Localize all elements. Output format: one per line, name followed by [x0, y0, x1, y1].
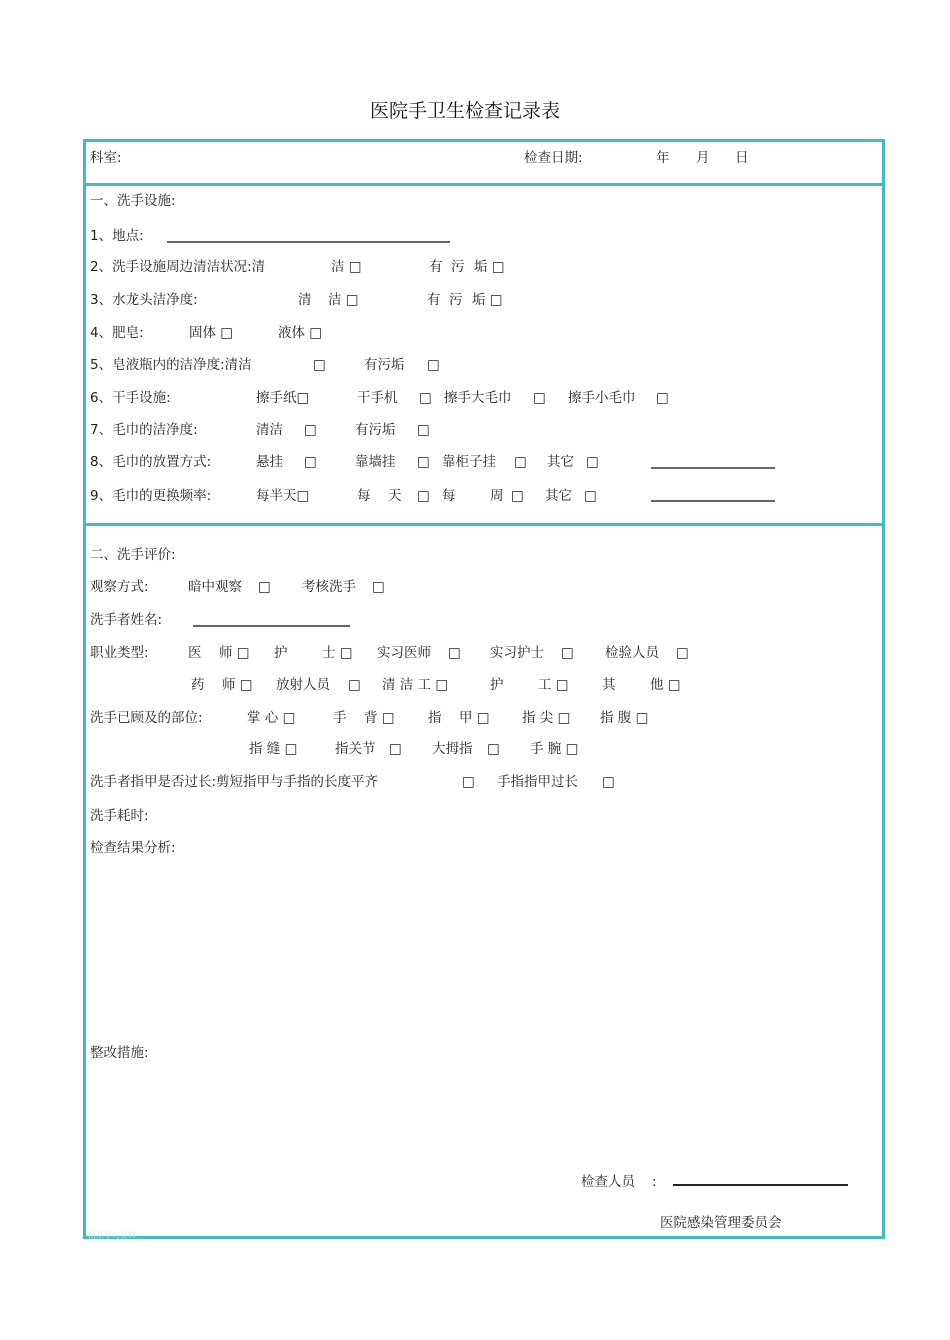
dispenser-dirty-checkbox[interactable]: □ [427, 357, 440, 373]
cabinet-hang-checkbox[interactable]: □ [514, 454, 527, 470]
soap-solid-option[interactable]: 固体 □ [189, 325, 234, 341]
pharmacist-text: 药 [191, 677, 205, 693]
month-label: 月 [696, 150, 710, 166]
year-label: 年 [656, 150, 670, 166]
finger-pad-option[interactable]: 指 腹 □ [600, 710, 649, 726]
cabinet-hang-text: 靠柜子挂 [442, 454, 496, 470]
small-towel-text: 擦手小毛巾 [568, 390, 636, 406]
day-label: 日 [735, 150, 749, 166]
hand-dryer-checkbox[interactable]: □ [419, 390, 432, 406]
back-of-hand-text: 手 [333, 710, 347, 726]
cleaner-option[interactable]: 清 洁 工 □ [382, 677, 449, 693]
covert-observation-checkbox[interactable]: □ [258, 579, 271, 595]
faucet-dirty-text-1: 有 [427, 292, 441, 308]
inspector-label: 检查人员 [581, 1174, 635, 1190]
inspector-colon: : [652, 1174, 657, 1190]
hanging-checkbox[interactable]: □ [304, 454, 317, 470]
faucet-dirty-text-2: 污 [449, 292, 463, 308]
soap-liquid-option[interactable]: 液体 □ [278, 325, 323, 341]
weekly-text-1: 每 [442, 488, 456, 504]
lab-staff-checkbox[interactable]: □ [676, 645, 689, 661]
header-divider [83, 183, 882, 186]
washer-name-label: 洗手者姓名: [90, 612, 163, 628]
dispenser-cleanliness-label: 5、皂液瓶内的洁净度:清洁 [90, 357, 252, 373]
page-title: 医院手卫生检查记录表 [369, 100, 560, 122]
intern-doctor-text: 实习医师 [377, 645, 431, 661]
sink-dirty-option[interactable]: 垢 □ [474, 259, 505, 275]
towel-dirty-checkbox[interactable]: □ [417, 422, 430, 438]
weekly-checkbox[interactable]: □ [511, 488, 524, 504]
section2-heading: 二、洗手评价: [90, 547, 176, 563]
nail-length-label: 洗手者指甲是否过长:剪短指甲与手指的长度平齐 [90, 774, 379, 790]
inspector-signature-field[interactable] [673, 1184, 848, 1186]
nurse-option[interactable]: 士 □ [322, 645, 353, 661]
orderly-text: 护 [490, 677, 504, 693]
observation-label: 观察方式: [90, 579, 149, 595]
nail-trimmed-checkbox[interactable]: □ [462, 774, 475, 790]
doctor-text: 医 [188, 645, 202, 661]
result-analysis-label: 检查结果分析: [90, 840, 176, 856]
committee-name: 医院感染管理委员会 [660, 1215, 782, 1231]
wall-hang-checkbox[interactable]: □ [417, 454, 430, 470]
location-label: 1、地点: [90, 228, 144, 244]
nail-too-long-text: 手指指甲过长 [497, 774, 578, 790]
soap-label: 4、肥皂: [90, 325, 144, 341]
daily-text-2: 天 [388, 488, 402, 504]
palm-option[interactable]: 掌 心 □ [247, 710, 296, 726]
radiology-staff-text: 放射人员 [276, 677, 330, 693]
towel-dirty-text: 有污垢 [355, 422, 396, 438]
back-of-hand-option[interactable]: 背 □ [364, 710, 395, 726]
thumb-text: 大拇指 [432, 741, 473, 757]
daily-checkbox[interactable]: □ [417, 488, 430, 504]
occupation-label: 职业类型: [90, 645, 149, 661]
radiology-staff-checkbox[interactable]: □ [348, 677, 361, 693]
hand-dryer-text: 干手机 [357, 390, 398, 406]
frequency-other-field[interactable] [651, 500, 775, 502]
pharmacist-option[interactable]: 师 □ [222, 677, 253, 693]
sink-dirty-text-2: 污 [451, 259, 465, 275]
wall-hang-text: 靠墙挂 [355, 454, 396, 470]
placement-other-checkbox[interactable]: □ [586, 454, 599, 470]
covert-observation-text: 暗中观察 [188, 579, 242, 595]
other-occupation-text: 其 [602, 677, 616, 693]
wash-duration-label: 洗手耗时: [90, 808, 149, 824]
faucet-clean-option[interactable]: 洁 □ [328, 292, 359, 308]
intern-nurse-text: 实习护士 [490, 645, 544, 661]
hand-drying-label: 6、干手设施: [90, 390, 171, 406]
intern-nurse-checkbox[interactable]: □ [561, 645, 574, 661]
half-day-option[interactable]: 每半天□ [256, 488, 310, 504]
orderly-option[interactable]: 工 □ [538, 677, 569, 693]
faucet-clean-text: 清 [298, 292, 312, 308]
towel-cleanliness-label: 7、毛巾的洁净度: [90, 422, 198, 438]
dept-label: 科室: [90, 150, 122, 166]
large-towel-checkbox[interactable]: □ [533, 390, 546, 406]
knuckle-text: 指关节 [335, 741, 376, 757]
weekly-text-2: 周 [490, 488, 504, 504]
intern-doctor-checkbox[interactable]: □ [448, 645, 461, 661]
towel-placement-label: 8、毛巾的放置方式: [90, 454, 212, 470]
fingertip-option[interactable]: 指 尖 □ [522, 710, 571, 726]
hand-parts-label: 洗手已顾及的部位: [90, 710, 203, 726]
nail-option[interactable]: 甲 □ [459, 710, 490, 726]
wrist-option[interactable]: 手 腕 □ [530, 741, 579, 757]
lab-staff-text: 检验人员 [605, 645, 659, 661]
knuckle-checkbox[interactable]: □ [389, 741, 402, 757]
dispenser-dirty-text: 有污垢 [364, 357, 405, 373]
date-label: 检查日期: [524, 150, 583, 166]
nail-text: 指 [428, 710, 442, 726]
faucet-cleanliness-label: 3、水龙头洁净度: [90, 292, 198, 308]
other-occupation-option[interactable]: 他 □ [650, 677, 681, 693]
assessment-checkbox[interactable]: □ [372, 579, 385, 595]
nurse-text: 护 [274, 645, 288, 661]
paper-towel-option[interactable]: 擦手纸□ [256, 390, 310, 406]
finger-gap-option[interactable]: 指 缝 □ [249, 741, 298, 757]
doctor-option[interactable]: 师 □ [219, 645, 250, 661]
towel-clean-checkbox[interactable]: □ [304, 422, 317, 438]
towel-clean-text: 清洁 [256, 422, 283, 438]
daily-text-1: 每 [357, 488, 371, 504]
sink-dirty-text-1: 有 [429, 259, 443, 275]
small-towel-checkbox[interactable]: □ [656, 390, 669, 406]
sink-clean-option[interactable]: 洁 □ [331, 259, 362, 275]
corrective-measures-label: 整改措施: [90, 1045, 149, 1061]
large-towel-text: 擦手大毛巾 [444, 390, 512, 406]
assessment-text: 考核洗手 [302, 579, 356, 595]
washer-name-field[interactable] [193, 625, 350, 627]
location-field[interactable] [167, 241, 450, 243]
towel-frequency-label: 9、毛巾的更换频率: [90, 488, 212, 504]
section1-heading: 一、洗手设施: [90, 193, 176, 209]
watermark: 精品学习资料 [88, 1231, 136, 1240]
hanging-text: 悬挂 [256, 454, 283, 470]
frequency-other-text: 其它 [545, 488, 572, 504]
nail-too-long-checkbox[interactable]: □ [602, 774, 615, 790]
dispenser-clean-checkbox[interactable]: □ [313, 357, 326, 373]
thumb-checkbox[interactable]: □ [487, 741, 500, 757]
placement-other-field[interactable] [651, 467, 775, 469]
faucet-dirty-option[interactable]: 垢 □ [472, 292, 503, 308]
placement-other-text: 其它 [547, 454, 574, 470]
sink-surroundings-label: 2、洗手设施周边清洁状况:清 [90, 259, 266, 275]
frequency-other-checkbox[interactable]: □ [584, 488, 597, 504]
section-divider [83, 523, 882, 526]
